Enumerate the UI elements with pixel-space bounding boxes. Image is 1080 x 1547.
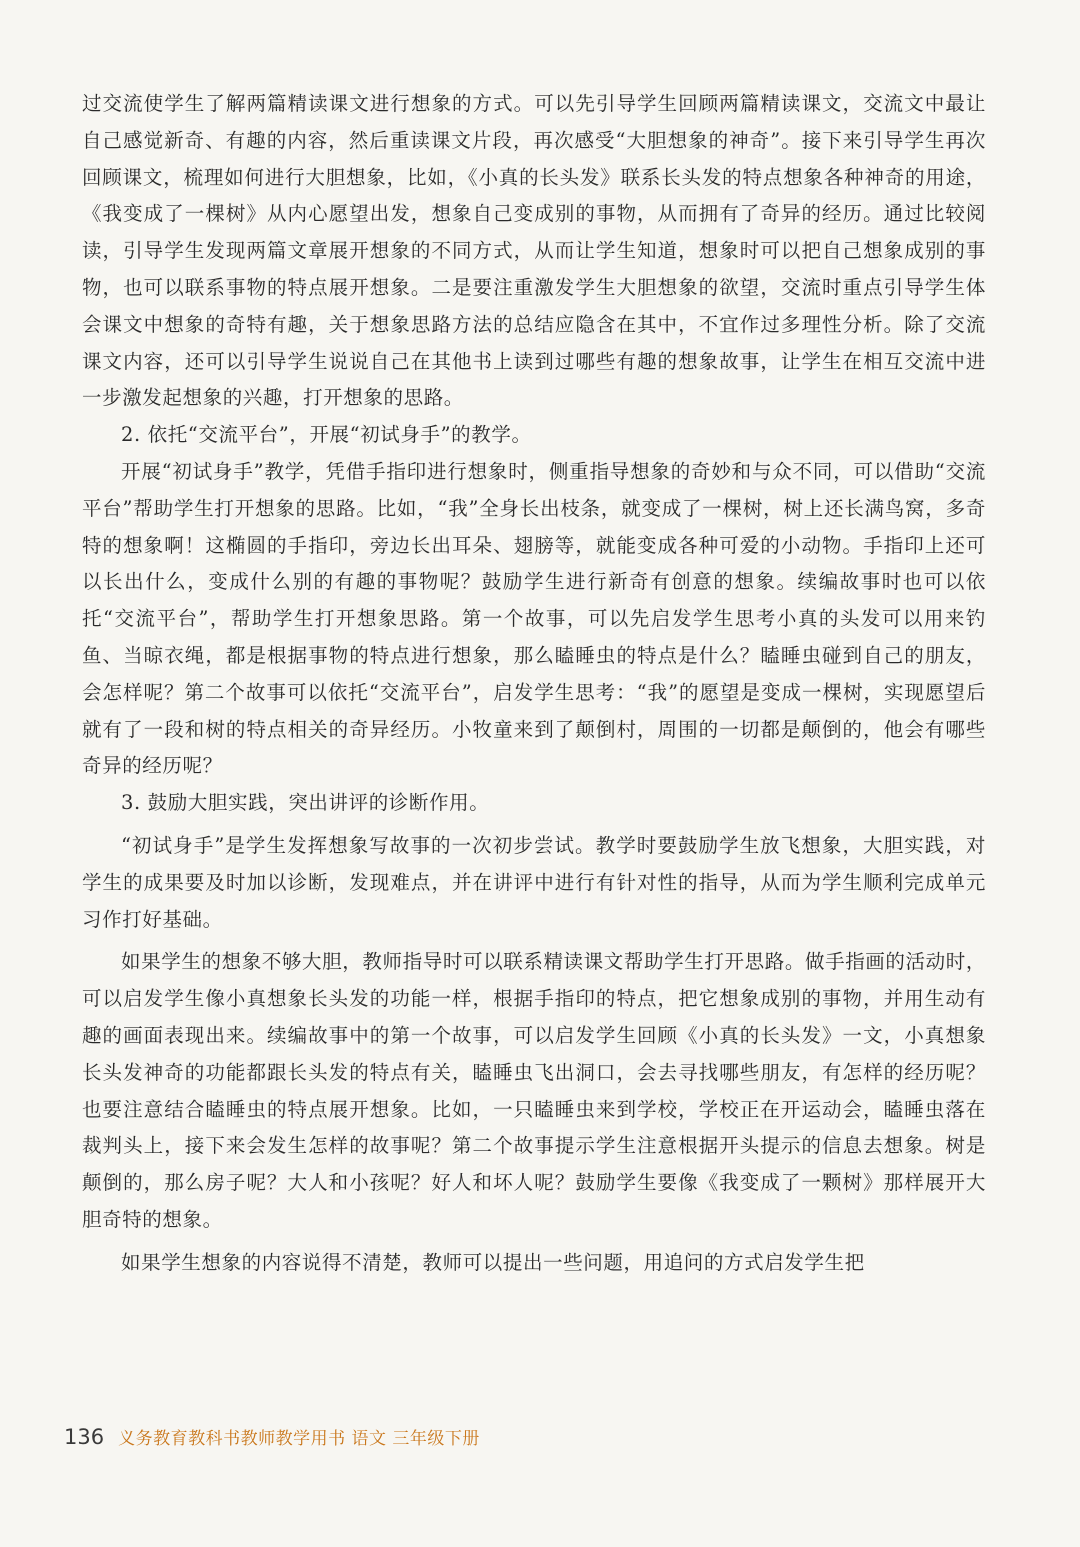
paragraph-unclear-content: 如果学生想象的内容说得不清楚，教师可以提出一些问题，用追问的方式启发学生把 [121, 1250, 865, 1274]
page-number: 136 [64, 1425, 105, 1449]
paragraph-first-attempt: “初试身手”是学生发挥想象写故事的一次初步尝试。教学时要鼓励学生放飞想象，大胆实践，对学生的成果要及时加以诊断，发现难点，并在讲评中进行有针对性的指导，从而为学生顺利完成单元习作打好基础。 [82, 833, 986, 931]
page-footer [64, 1424, 480, 1454]
paragraph-not-bold-enough: 如果学生的想象不够大胆，教师指导时可以联系精读课文帮助学生打开思路。做手指画的活动时，可以启发学生像小真想象长头发的功能一样，根据手指印的特点，把它想象成别的事物，并用生动有趣的画面表现出来。续编故事中的第一个故事，可以启发学生回顾《小真的长头发》一文，小真想象长头发神奇的功能都跟长头发的特点有关，瞌睡虫飞出洞口，会去寻找哪些朋友，有怎样的经历呢？也要注意结合瞌睡虫的特点展开想象。比如，一只瞌睡虫来到学校，学校正在开运动会，瞌睡虫落在裁判头上，接下来会发生怎样的故事呢？第二个故事提示学生注意根据开头提示的信息去想象。树是颠倒的，那么房子呢？大人和小孩呢？好人和坏人呢？鼓励学生要像《我变成了一颗树》那样展开大胆奇特的想象。 [82, 950, 986, 1231]
section-heading-3: 3. 鼓励大胆实践，突出讲评的诊断作用。 [121, 791, 490, 815]
page-body [82, 86, 986, 1282]
section-heading-2: 2. 依托“交流平台”，开展“初试身手”的教学。 [121, 423, 532, 447]
book-title: 义务教育教科书教师教学用书 语文 三年级下册 [118, 1429, 480, 1449]
paragraph-trial-teaching: 开展“初试身手”教学，凭借手指印进行想象时，侧重指导想象的奇妙和与众不同，可以借助“交流平台”帮助学生打开想象的思路。比如，“我”全身长出枝条，就变成了一棵树，树上还长满鸟窝，多奇特的想象啊！这椭圆的手指印，旁边长出耳朵、翅膀等，就能变成各种可爱的小动物。手指印上还可以长出什么，变成什么别的有趣的事物呢？鼓励学生进行新奇有创意的想象。续编故事时也可以依托“交流平台”，帮助学生打开想象思路。第一个故事，可以先启发学生思考小真的头发可以用来钓鱼、当晾衣绳，都是根据事物的特点进行想象，那么瞌睡虫的特点是什么？瞌睡虫碰到自己的朋友，会怎样呢？第二个故事可以依托“交流平台”，启发学生思考：“我”的愿望是变成一棵树，实现愿望后就有了一段和树的特点相关的奇异经历。小牧童来到了颠倒村，周围的一切都是颠倒的，他会有哪些奇异的经历呢？ [82, 459, 986, 778]
paragraph-continuation: 过交流使学生了解两篇精读课文进行想象的方式。可以先引导学生回顾两篇精读课文，交流文中最让自己感觉新奇、有趣的内容，然后重读课文片段，再次感受“大胆想象的神奇”。接下来引导学生再次回顾课文，梳理如何进行大胆想象，比如，《小真的长头发》联系长头发的特点想象各种神奇的用途，《我变成了一棵树》从内心愿望出发，想象自己变成别的事物，从而拥有了奇异的经历。通过比较阅读，引导学生发现两篇文章展开想象的不同方式，从而让学生知道，想象时可以把自己想象成别的事物，也可以联系事物的特点展开想象。二是要注重激发学生大胆想象的欲望，交流时重点引导学生体会课文中想象的奇特有趣，关于想象思路方法的总结应隐含在其中，不宜作过多理性分析。除了交流课文内容，还可以引导学生说说自己在其他书上读到过哪些有趣的想象故事，让学生在相互交流中进一步激发起想象的兴趣，打开想象的思路。 [82, 92, 986, 410]
